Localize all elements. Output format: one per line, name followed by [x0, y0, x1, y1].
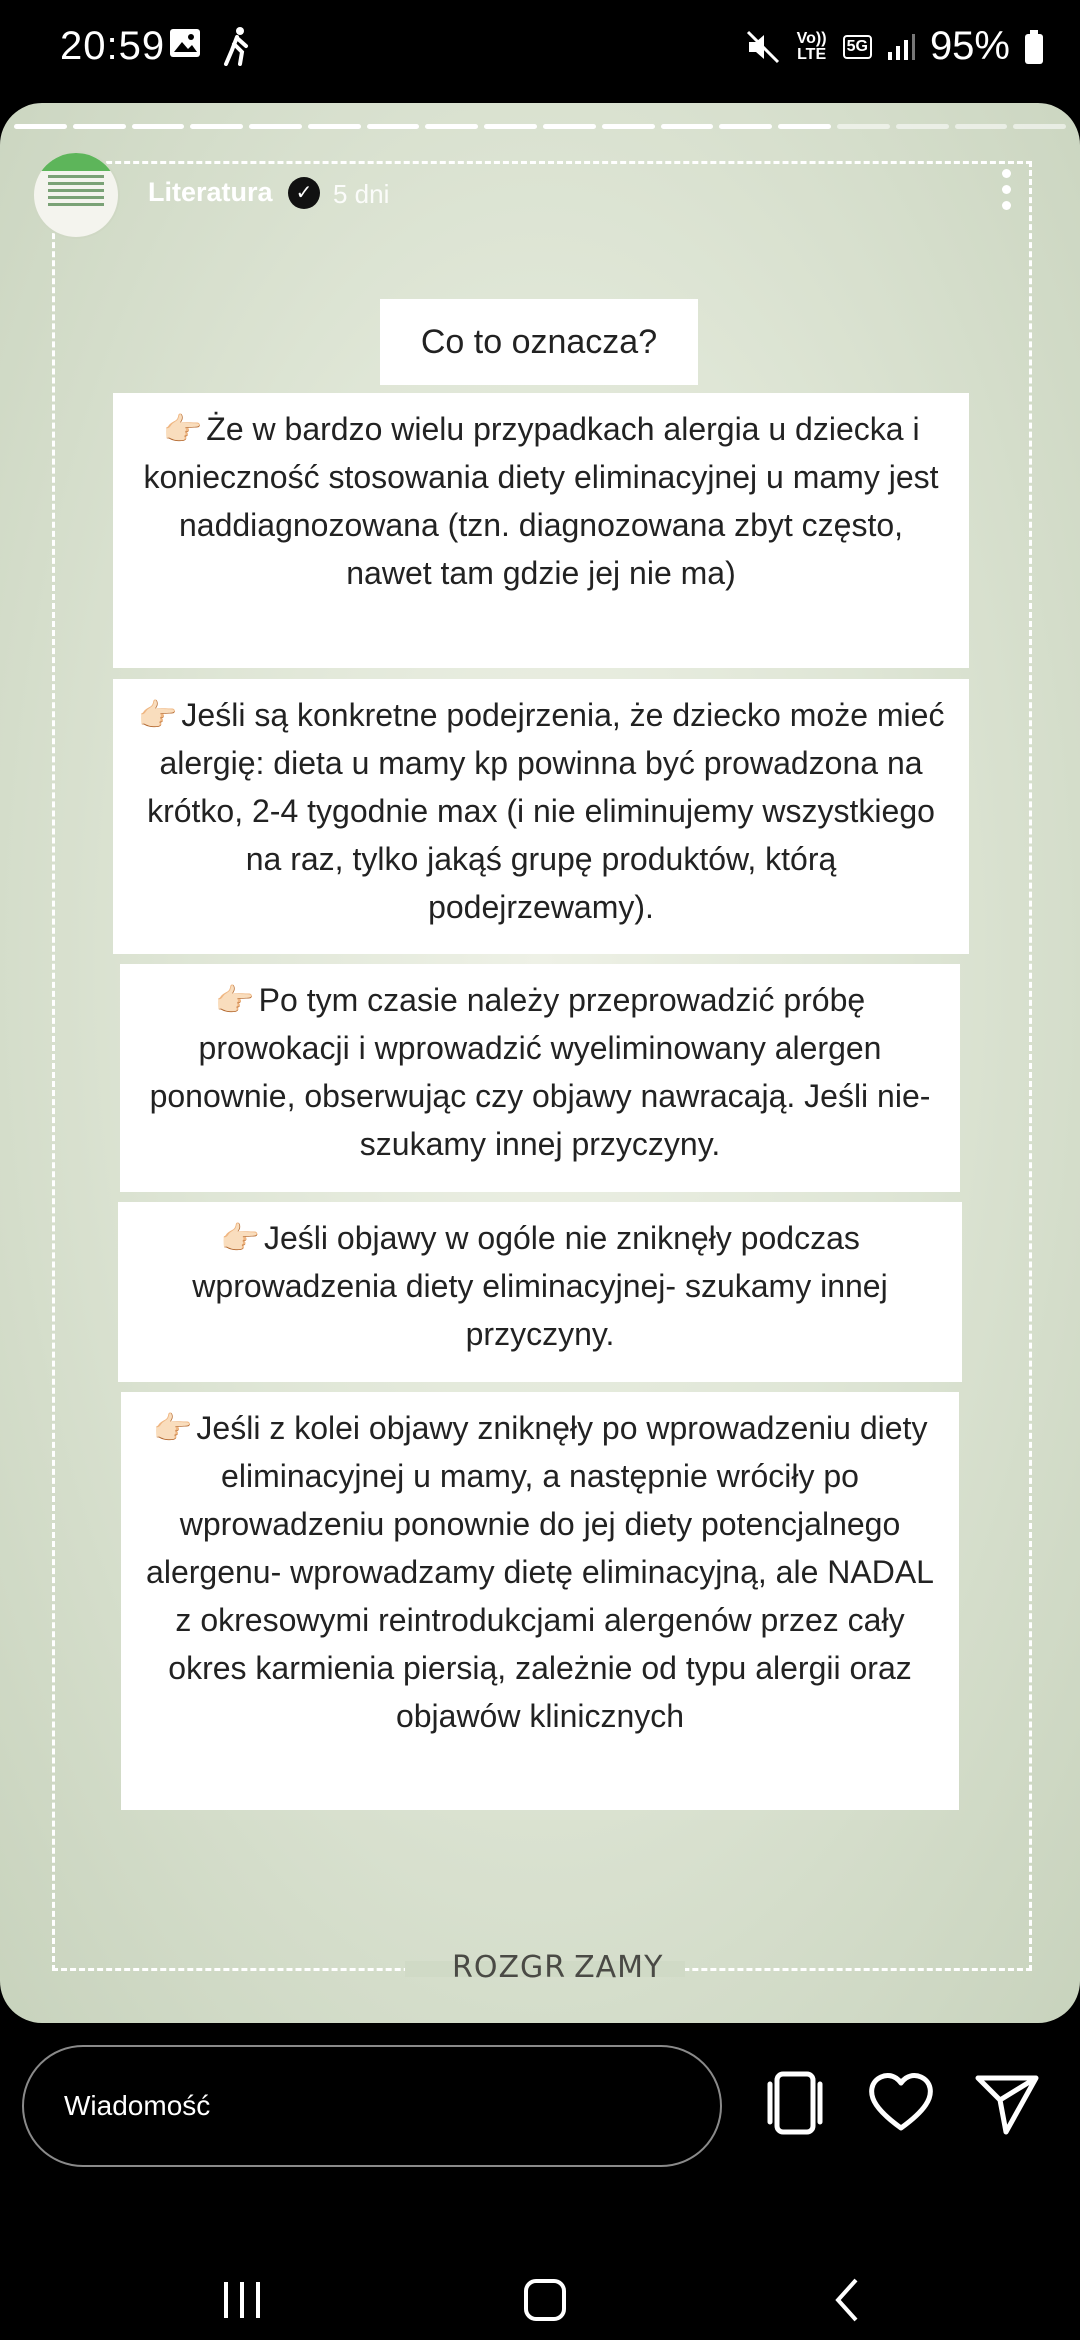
- progress-segment: [132, 124, 185, 129]
- pointing-hand-icon: 👉🏻: [152, 1410, 193, 1446]
- status-bar: [0, 0, 1080, 100]
- send-icon[interactable]: [972, 2068, 1042, 2138]
- progress-segment: [1013, 124, 1066, 129]
- progress-segment: [308, 124, 361, 129]
- home-icon[interactable]: [515, 2270, 575, 2330]
- story-card[interactable]: [0, 103, 1080, 2023]
- heart-icon[interactable]: [866, 2068, 936, 2138]
- username[interactable]: Literatura: [148, 177, 273, 207]
- point-card: 👉🏻 Jeśli objawy w ogóle nie zniknęły podczas wprowadzenia diety eliminacyjnej- szukamy innej przyczyny.: [118, 1202, 962, 1382]
- brand-logo: ROZGR ZAMY: [452, 1915, 642, 1985]
- signal-icon: [886, 32, 916, 62]
- progress-segment: [661, 124, 714, 129]
- progress-segment: [484, 124, 537, 129]
- message-input[interactable]: Wiadomość: [22, 2045, 722, 2167]
- progress-segment: [73, 124, 126, 129]
- avatar[interactable]: [32, 151, 120, 239]
- recents-icon[interactable]: [212, 2270, 272, 2330]
- progress-segment: [367, 124, 420, 129]
- progress-segment: [249, 124, 302, 129]
- back-icon[interactable]: [818, 2270, 878, 2330]
- network-indicator: 5G: [843, 35, 872, 59]
- gallery-icon: [168, 26, 202, 60]
- pointing-hand-icon: 👉🏻: [214, 982, 255, 1018]
- pointing-hand-icon: 👉🏻: [220, 1220, 260, 1256]
- point-card: 👉🏻 Jeśli są konkretne podejrzenia, że dziecko może mieć alergię: dieta u mamy kp powinna być prowadzona na krótko, 2-4 tygodnie max (i nie eliminujemy wszystkiego na raz, tylko jakąś grupę produktów, którą podejrzewamy).: [113, 679, 969, 954]
- more-options-icon[interactable]: [1002, 169, 1014, 217]
- progress-segment: [778, 124, 831, 129]
- progress-segment: [719, 124, 772, 129]
- progress-segment: [14, 124, 67, 129]
- battery-icon: [1024, 30, 1044, 64]
- story-progress: [14, 124, 1066, 129]
- point-card: 👉🏻 Jeśli z kolei objawy zniknęły po wprowadzeniu diety eliminacyjnej u mamy, a następnie wróciły po wprowadzeniu ponownie do jej diety potencjalnego alergenu- wprowadzamy dietę eliminacyjną, ale NADAL z okresowymi reintrodukcjami alergenów przez cały okres karmienia piersią, zależnie od typu alergii oraz objawów klinicznych: [121, 1392, 959, 1810]
- pointing-hand-icon: 👉🏻: [137, 697, 178, 733]
- point-card: 👉🏻 Że w bardzo wielu przypadkach alergia u dziecka i konieczność stosowania diety eliminacyjnej u mamy jest naddiagnozowana (tzn. diagnozowana zbyt często, nawet tam gdzie jej nie ma): [113, 393, 969, 668]
- volte-indicator: Vo)) LTE: [796, 29, 827, 63]
- question-heading: Co to oznacza?: [380, 299, 698, 385]
- progress-segment: [896, 124, 949, 129]
- battery-percent: 95%: [929, 24, 1010, 68]
- story-age: 5 dni: [333, 179, 390, 209]
- progress-segment: [602, 124, 655, 129]
- mute-icon: [745, 29, 781, 65]
- clock: 20:59: [60, 24, 166, 68]
- point-card: 👉🏻 Po tym czasie należy przeprowadzić próbę prowokacji i wprowadzić wyeliminowany alergen ponownie, obserwując czy objawy nawracają. Jeśli nie- szukamy innej przyczyny.: [120, 964, 960, 1192]
- verified-icon: ✓: [288, 177, 320, 209]
- progress-segment: [425, 124, 478, 129]
- pointing-hand-icon: 👉🏻: [162, 411, 203, 447]
- progress-segment: [837, 124, 890, 129]
- progress-segment: [190, 124, 243, 129]
- progress-segment: [955, 124, 1008, 129]
- repost-icon[interactable]: [760, 2068, 830, 2138]
- walking-icon: [220, 26, 254, 66]
- progress-segment: [543, 124, 596, 129]
